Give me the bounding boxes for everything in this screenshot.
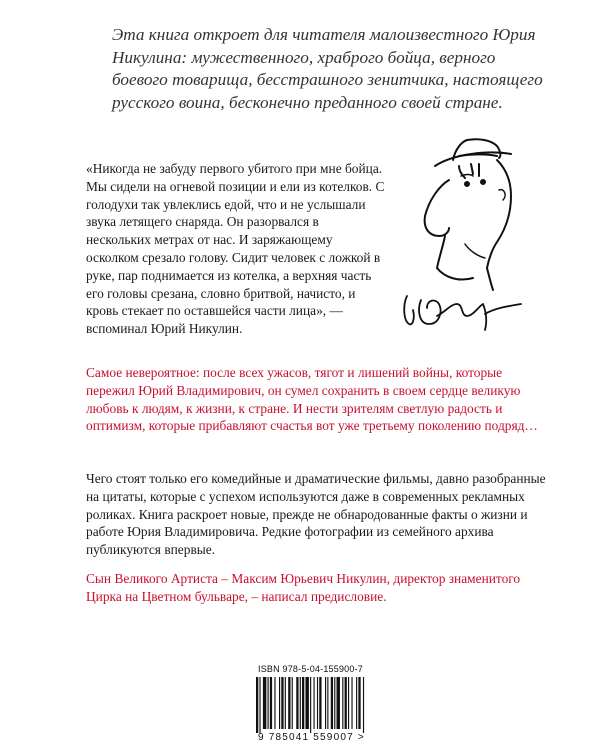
barcode-bar: [363, 677, 364, 733]
barcode-bar: [331, 677, 333, 729]
barcode-bar: [305, 677, 308, 729]
intro-paragraph: Эта книга откроет для читателя малоизвестного Юрия Никулина: мужественного, храброго бойца, верного боевого товарища, бесстрашного зенитчика, настоящего русского воина, бесконечно преданного своей стране.: [112, 25, 543, 112]
barcode-bar: [279, 677, 280, 729]
barcode-bar: [334, 677, 335, 729]
barcode-bar: [337, 677, 340, 729]
barcode-bar: [268, 677, 269, 729]
barcode-bar: [345, 677, 347, 729]
red-paragraph-1: Самое невероятное: после всех ужасов, тягот и лишений войны, которые пережил Юрий Владимирович, он сумел сохранить в своем сердце великую любовь к людям, к жизни, к стране. И нести зрителям светлую радость и оптимизм, которые прибавляют счастья вот уже третьему поколению подряд…: [86, 365, 538, 434]
barcode-bar: [285, 677, 286, 729]
isbn-label: ISBN 978-5-04-155900-7: [258, 664, 363, 674]
barcode-digits: 9 785041 559007 >: [258, 732, 365, 743]
caricature-sketch: [393, 118, 533, 348]
barcode-bar: [302, 677, 304, 729]
barcode-bar: [319, 677, 321, 729]
main-paragraph: Чего стоят только его комедийные и драматические фильмы, давно разобранные на цитаты, которые с успехом используются даже в современных рекламных роликах. Книга раскроет новые, прежде не обнародованные факты о жизни и работе Юрия Владимировича. Редкие фотографии из семейного архива публикуются впервые.: [86, 471, 546, 558]
barcode-bar: [314, 677, 315, 729]
barcode-bar: [281, 677, 283, 729]
barcode-bar: [310, 677, 311, 733]
barcode-bar: [256, 677, 258, 733]
barcode-bar: [296, 677, 298, 729]
barcode-bar: [342, 677, 343, 729]
barcode: [250, 677, 410, 733]
barcode-bar: [259, 677, 260, 733]
barcode-bar: [292, 677, 293, 729]
barcode-bar: [351, 677, 352, 729]
barcode-bar: [288, 677, 290, 729]
barcode-bar: [327, 677, 328, 729]
quote-paragraph: «Никогда не забуду первого убитого при мне бойца. Мы сидели на огневой позиции и ели из котелков. С голодухи так увлеклись едой, что и не услышали звука летящего снаряда. Он разорвался в нескольких метрах от нас. И заряжающему осколком срезало голову. Сидит человек с ложкой в руке, пар поднимается из котелка, а верхняя часть его головы срезана, словно бритвой, начисто, и кровь стекает по оставшейся части лица», — вспоминал Юрий Никулин.: [86, 161, 385, 337]
barcode-bar: [270, 677, 272, 729]
barcode-bar: [356, 677, 357, 729]
red-paragraph-2: Сын Великого Артиста – Максим Юрьевич Никулин, директор знаменитого Цирка на Цветном бульваре, – написал предисловие.: [86, 571, 521, 604]
barcode-bar: [274, 677, 275, 729]
barcode-bar: [348, 677, 349, 729]
barcode-bar: [300, 677, 301, 729]
barcode-bar: [317, 677, 318, 729]
barcode-bar: [325, 677, 326, 729]
barcode-bar: [358, 677, 360, 729]
barcode-bar: [263, 677, 266, 729]
